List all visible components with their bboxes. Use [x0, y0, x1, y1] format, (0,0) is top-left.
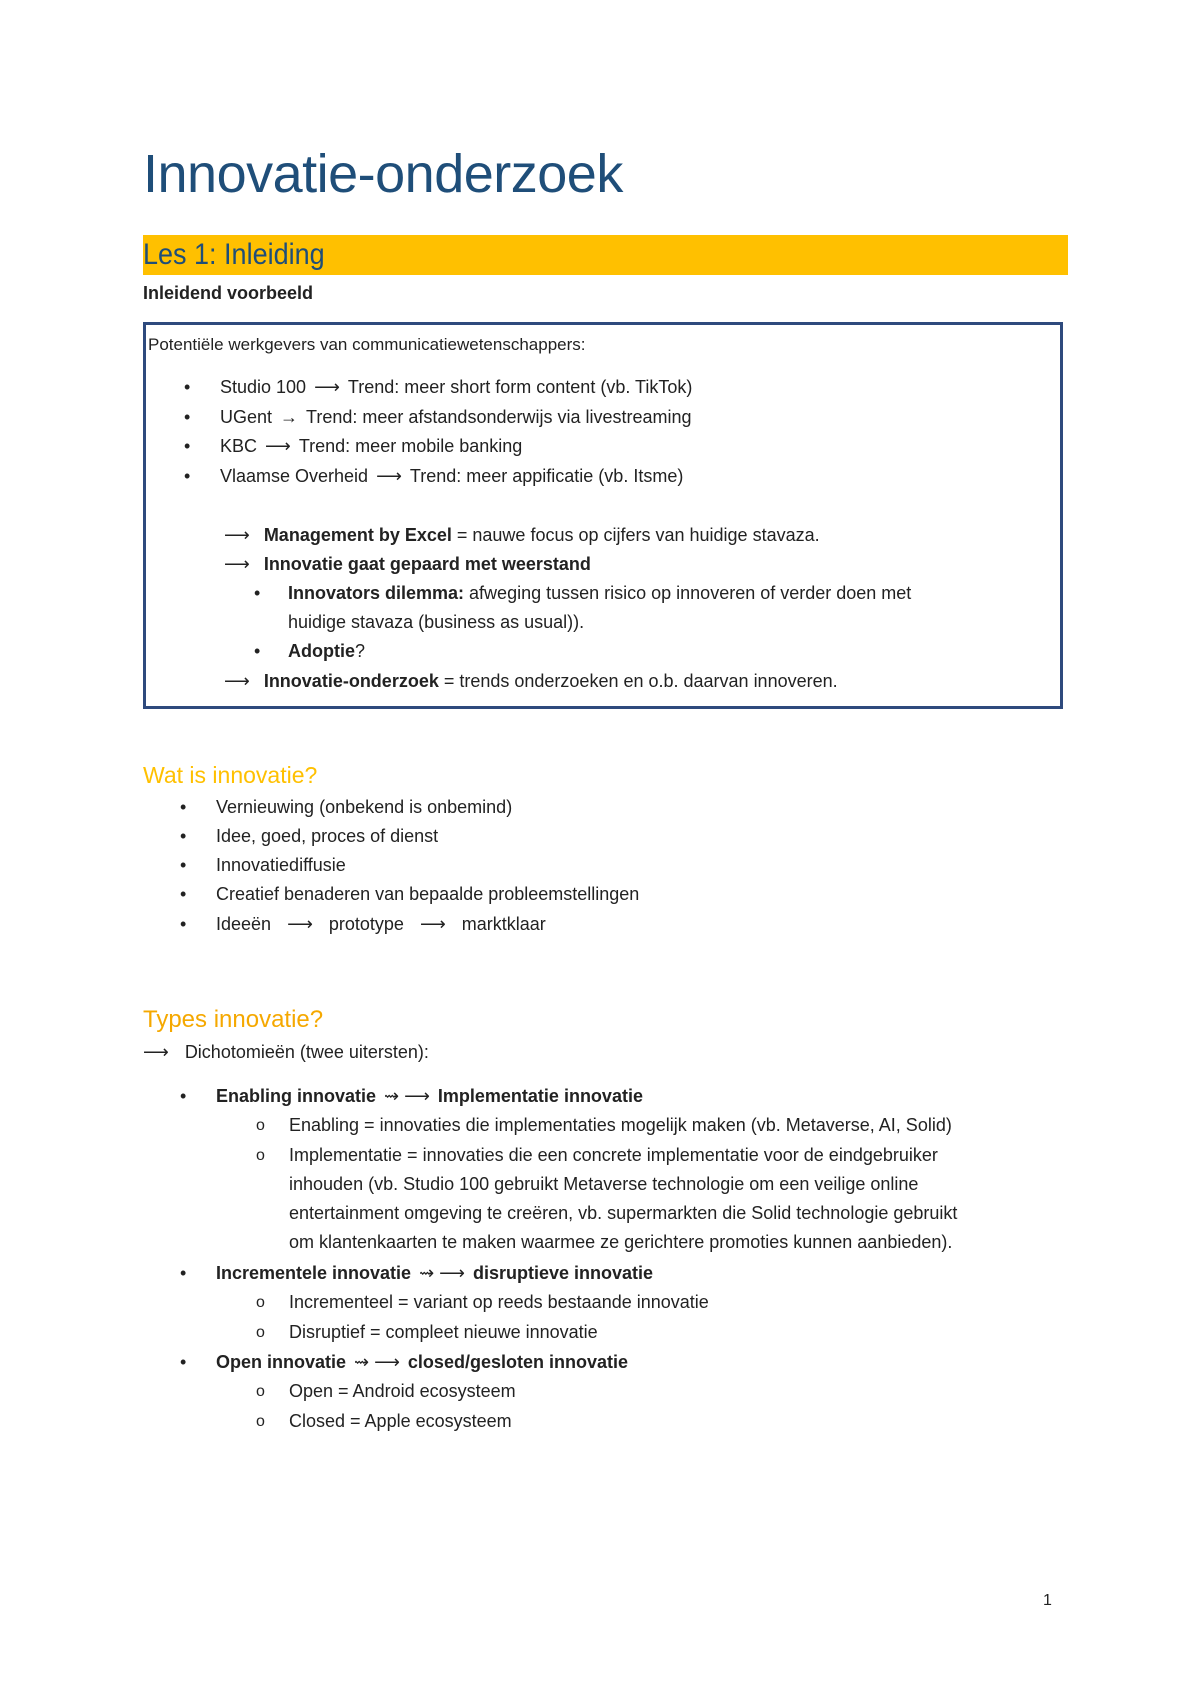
circle-bullet-icon: o: [256, 1413, 265, 1430]
lesson-heading: Les 1: Inleiding: [143, 238, 325, 271]
arrow-point: ⟶ Innovatie gaat gepaard met weerstand: [224, 554, 591, 574]
arrow-point: ⟶ Innovatie-onderzoek = trends onderzoeken en o.b. daarvan innoveren.: [224, 671, 838, 691]
circle-bullet-icon: o: [256, 1383, 265, 1400]
circle-bullet-icon: o: [256, 1324, 265, 1341]
sub-list-item-continuation: entertainment omgeving te creëren, vb. supermarkten die Solid technologie gebruikt: [289, 1203, 958, 1223]
arrow-point: ⟶ Management by Excel = nauwe focus op cijfers van huidige stavaza.: [224, 525, 820, 545]
intro-subheading: Inleidend voorbeeld: [143, 283, 314, 303]
sub-list-item: Incrementeel = variant op reeds bestaande innovatie: [289, 1292, 709, 1312]
list-item: Idee, goed, proces of dienst: [216, 826, 439, 846]
example-box: [143, 322, 1063, 709]
sub-list-item: Enabling = innovaties die implementaties mogelijk maken (vb. Metaverse, AI, Solid): [289, 1115, 952, 1135]
circle-bullet-icon: o: [256, 1294, 265, 1311]
arrow-right-icon: ⟶: [224, 525, 250, 545]
list-item: Incrementele innovatie ⇝ ⟶ disruptieve innovatie: [216, 1263, 654, 1283]
bullet-icon: •: [180, 1086, 187, 1106]
circle-bullet-icon: o: [256, 1147, 265, 1164]
list-item: Studio 100 ⟶ Trend: meer short form content (vb. TikTok): [220, 377, 693, 397]
bullet-icon: •: [180, 797, 187, 817]
versus-arrow-icon: ⇝ ⟶: [419, 1263, 465, 1283]
bullet-icon: •: [184, 407, 191, 427]
list-item: Enabling innovatie ⇝ ⟶ Implementatie innovatie: [216, 1086, 643, 1106]
bullet-icon: •: [180, 855, 187, 875]
page-number: 1: [1043, 1592, 1052, 1609]
list-item: UGent → Trend: meer afstandsonderwijs via livestreaming: [220, 407, 692, 427]
arrow-right-icon: ⟶: [265, 436, 291, 456]
arrow-right-icon: ⟶: [419, 914, 446, 934]
sub-list-item: Closed = Apple ecosysteem: [289, 1411, 512, 1431]
arrow-right-icon: →: [280, 407, 299, 427]
arrow-right-icon: ⟶: [224, 671, 250, 691]
list-item: Vernieuwing (onbekend is onbemind): [216, 797, 513, 817]
lesson-heading-bar: [143, 235, 1068, 275]
versus-arrow-icon: ⇝ ⟶: [384, 1086, 430, 1106]
bullet-icon: •: [180, 1263, 187, 1283]
bullet-icon: •: [254, 641, 261, 661]
bullet-icon: •: [180, 826, 187, 846]
arrow-right-icon: ⟶: [376, 466, 402, 486]
bullet-icon: •: [184, 377, 191, 397]
sub-list-item-continuation: om klantenkaarten te maken waarmee ze gerichtere promoties kunnen aanbieden).: [289, 1232, 953, 1252]
sub-list-item: Disruptief = compleet nieuwe innovatie: [289, 1322, 598, 1342]
arrow-right-icon: ⟶: [143, 1042, 169, 1062]
arrow-point: ⟶ Dichotomieën (twee uitersten):: [143, 1042, 429, 1062]
list-item: KBC ⟶ Trend: meer mobile banking: [220, 436, 523, 456]
document-title: Innovatie-onderzoek: [143, 144, 623, 204]
list-item-continuation: huidige stavaza (business as usual)).: [288, 612, 585, 632]
sub-list-item-continuation: inhouden (vb. Studio 100 gebruikt Metaverse technologie om een veilige online: [289, 1174, 919, 1194]
bullet-icon: •: [184, 466, 191, 486]
versus-arrow-icon: ⇝ ⟶: [354, 1352, 400, 1372]
bullet-icon: •: [180, 884, 187, 904]
list-item: Innovators dilemma: afweging tussen risico op innoveren of verder doen met: [288, 583, 912, 603]
bullet-icon: •: [184, 436, 191, 456]
arrow-right-icon: ⟶: [314, 377, 340, 397]
section-heading-what: Wat is innovatie?: [143, 762, 318, 788]
section-heading-types: Types innovatie?: [143, 1006, 324, 1033]
sub-list-item: Open = Android ecosysteem: [289, 1381, 516, 1401]
bullet-icon: •: [254, 583, 261, 603]
list-item: Innovatiediffusie: [216, 855, 346, 875]
list-item: Adoptie?: [288, 641, 366, 661]
bullet-icon: •: [180, 1352, 187, 1372]
sub-list-item: Implementatie = innovaties die een concrete implementatie voor de eindgebruiker: [289, 1145, 938, 1165]
circle-bullet-icon: o: [256, 1117, 265, 1134]
list-item: Vlaamse Overheid ⟶ Trend: meer appificatie (vb. Itsme): [220, 466, 684, 486]
list-item: Open innovatie ⇝ ⟶ closed/gesloten innovatie: [216, 1352, 628, 1372]
arrow-right-icon: ⟶: [287, 914, 313, 934]
bullet-icon: •: [180, 914, 187, 934]
list-item: Creatief benaderen van bepaalde probleemstellingen: [216, 884, 640, 904]
list-item-flow: Ideeën ⟶ prototype ⟶ marktklaar: [216, 914, 546, 934]
arrow-right-icon: ⟶: [224, 554, 250, 574]
box-intro-text: Potentiële werkgevers van communicatiewetenschappers:: [148, 335, 586, 354]
